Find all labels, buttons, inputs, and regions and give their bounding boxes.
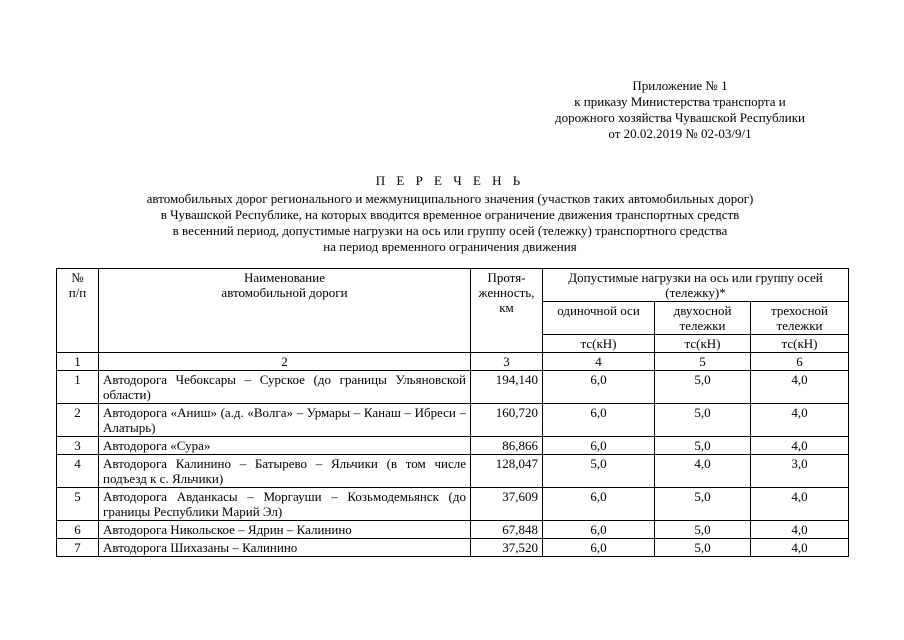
road-length: 37,520 (471, 539, 543, 557)
triple-axle-load: 4,0 (751, 404, 849, 437)
row-number: 3 (57, 437, 99, 455)
table-row (57, 437, 849, 455)
double-axle-load: 4,0 (655, 455, 751, 488)
single-axle-load: 6,0 (543, 371, 655, 404)
double-axle-load: 5,0 (655, 404, 751, 437)
header-single-axle: одиночной оси (543, 302, 655, 335)
appendix-line: Приложение № 1 (632, 78, 728, 93)
unit-label: тс(кН) (751, 335, 849, 353)
triple-axle-load: 4,0 (751, 521, 849, 539)
header-num-line2: п/п (68, 285, 87, 300)
header-double-axle: двухосной тележки (655, 302, 751, 335)
road-length: 67,848 (471, 521, 543, 539)
title-heading: П Е Р Е Ч Е Н Ь (375, 173, 525, 188)
title-line: в весенний период, допустимые нагрузки на ось или группу осей (тележку) транспортного средства (172, 223, 728, 238)
road-name: Автодорога «Аниш» (а.д. «Волга» – Урмары – Канаш – Ибреси – Алатырь) (99, 404, 471, 437)
roads-table (56, 268, 849, 557)
table-header-row (57, 269, 849, 302)
column-number: 6 (751, 353, 849, 371)
header-length-line1: Протя- (487, 270, 526, 285)
table-row (57, 521, 849, 539)
column-number: 5 (655, 353, 751, 371)
single-axle-load: 6,0 (543, 437, 655, 455)
column-number-row (57, 353, 849, 371)
title-line: на период временного ограничения движения (323, 239, 577, 254)
row-number: 5 (57, 488, 99, 521)
table-row (57, 488, 849, 521)
row-number: 2 (57, 404, 99, 437)
appendix-block (520, 78, 840, 142)
double-axle-load: 5,0 (655, 488, 751, 521)
road-name: Автодорога Шихазаны – Калинино (99, 539, 471, 557)
header-road-name (99, 269, 471, 353)
double-axle-load: 5,0 (655, 521, 751, 539)
single-axle-load: 6,0 (543, 488, 655, 521)
road-length: 37,609 (471, 488, 543, 521)
road-length: 160,720 (471, 404, 543, 437)
table-row (57, 404, 849, 437)
header-num-line1: № (71, 270, 84, 285)
header-length-line3: км (499, 300, 514, 315)
row-number: 4 (57, 455, 99, 488)
title-line: автомобильных дорог регионального и межмуниципального значения (участков таких автомобильных дорог) (146, 191, 754, 206)
table-row (57, 371, 849, 404)
single-axle-load: 6,0 (543, 521, 655, 539)
triple-axle-load: 3,0 (751, 455, 849, 488)
road-name: Автодорога Авданкасы – Моргауши – Козьмодемьянск (до границы Республики Марий Эл) (99, 488, 471, 521)
road-name: Автодорога Калинино – Батырево – Яльчики (в том числе подъезд к с. Яльчики) (99, 455, 471, 488)
triple-axle-load: 4,0 (751, 437, 849, 455)
header-name-line1: Наименование (244, 270, 325, 285)
unit-label: тс(кН) (655, 335, 751, 353)
header-num (57, 269, 99, 353)
column-number: 3 (471, 353, 543, 371)
road-name: Автодорога Чебоксары – Сурское (до границы Ульяновской области) (99, 371, 471, 404)
appendix-line: к приказу Министерства транспорта и (574, 94, 786, 109)
single-axle-load: 5,0 (543, 455, 655, 488)
column-number: 1 (57, 353, 99, 371)
single-axle-load: 6,0 (543, 539, 655, 557)
appendix-date: от 20.02.2019 № 02-03/9/1 (608, 126, 752, 141)
header-length (471, 269, 543, 353)
double-axle-load: 5,0 (655, 539, 751, 557)
road-rows (57, 371, 849, 557)
road-length: 194,140 (471, 371, 543, 404)
appendix-line: дорожного хозяйства Чувашской Республики (554, 110, 806, 125)
road-length: 86,866 (471, 437, 543, 455)
triple-axle-load: 4,0 (751, 539, 849, 557)
road-name: Автодорога Никольское – Ядрин – Калинино (99, 521, 471, 539)
title-line: в Чувашской Республике, на которых вводится временное ограничение движения транспортных средств (160, 207, 740, 222)
triple-axle-load: 4,0 (751, 371, 849, 404)
header-name-line2: автомобильной дороги (221, 285, 348, 300)
road-name: Автодорога «Сура» (99, 437, 471, 455)
table-row (57, 539, 849, 557)
row-number: 6 (57, 521, 99, 539)
double-axle-load: 5,0 (655, 437, 751, 455)
column-number: 2 (99, 353, 471, 371)
document-title (40, 173, 860, 255)
road-length: 128,047 (471, 455, 543, 488)
column-number: 4 (543, 353, 655, 371)
double-axle-load: 5,0 (655, 371, 751, 404)
triple-axle-load: 4,0 (751, 488, 849, 521)
header-loads: Допустимые нагрузки на ось или группу осей (тележку)* (543, 269, 849, 302)
header-triple-axle: трехосной тележки (751, 302, 849, 335)
unit-label: тс(кН) (543, 335, 655, 353)
row-number: 1 (57, 371, 99, 404)
row-number: 7 (57, 539, 99, 557)
single-axle-load: 6,0 (543, 404, 655, 437)
header-length-line2: женность, (478, 285, 535, 300)
table-row (57, 455, 849, 488)
